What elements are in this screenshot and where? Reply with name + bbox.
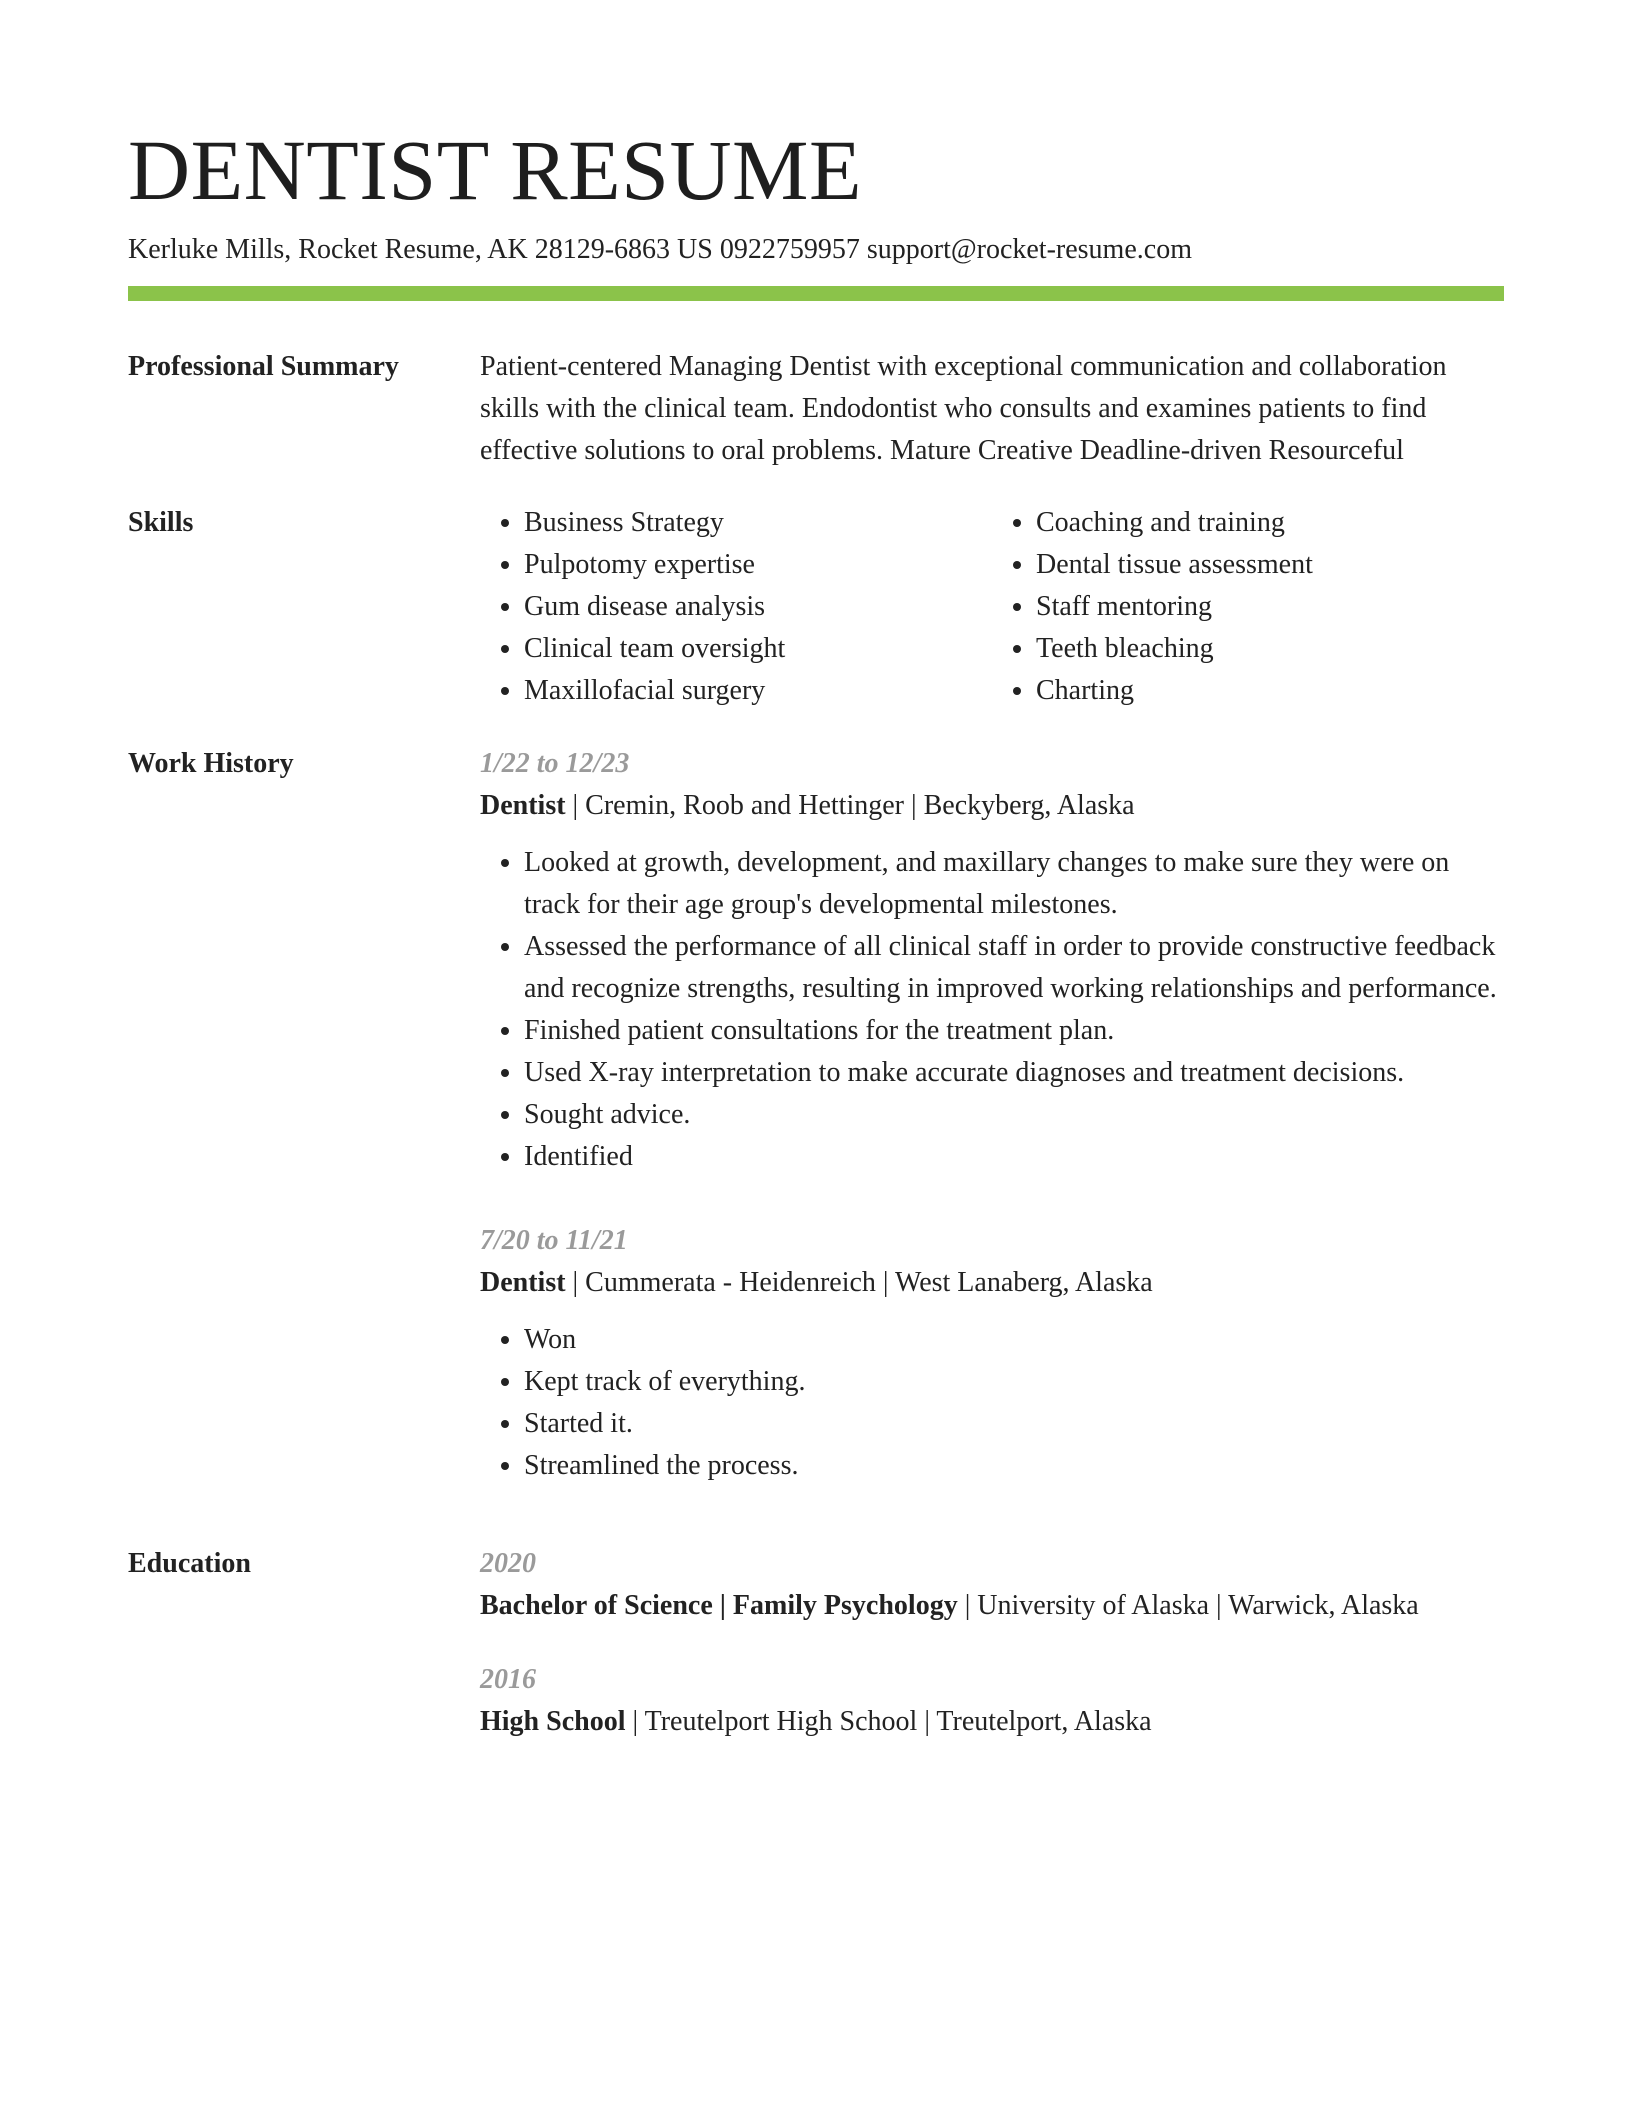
- job-bullet: • Kept track of everything.: [524, 1361, 1504, 1403]
- job-bullet: • Started it.: [524, 1403, 1504, 1445]
- education-details: | University of Alaska | Warwick, Alaska: [957, 1590, 1419, 1621]
- skill-item: • Business Strategy: [524, 502, 992, 544]
- job-heading: [480, 1262, 1504, 1304]
- education-year: 2016: [480, 1664, 536, 1695]
- job-bullet: • Won: [524, 1319, 1504, 1361]
- job-title: Dentist: [480, 1267, 566, 1298]
- summary-label: Professional Summary: [128, 351, 399, 382]
- skill-item: • Maxillofacial surgery: [524, 670, 992, 712]
- job-title: Dentist: [480, 790, 566, 821]
- education-degree: Bachelor of Science | Family Psychology: [480, 1590, 958, 1621]
- job-bullets: [480, 1319, 1504, 1487]
- job-bullet: • Used X-ray interpretation to make accurate diagnoses and treatment decisions.: [524, 1052, 1504, 1094]
- job-bullet: • Finished patient consultations for the treatment plan.: [524, 1010, 1504, 1052]
- skill-item: • Teeth bleaching: [1036, 628, 1504, 670]
- skill-item: • Clinical team oversight: [524, 628, 992, 670]
- skill-item: • Coaching and training: [1036, 502, 1504, 544]
- accent-divider: [128, 286, 1504, 301]
- education-label: Education: [128, 1548, 251, 1579]
- education-heading: [480, 1585, 1504, 1627]
- job-entry: [480, 1220, 1504, 1487]
- education-details: | Treutelport High School | Treutelport, Alaska: [625, 1706, 1152, 1737]
- job-bullet: • Streamlined the process.: [524, 1445, 1504, 1487]
- education-entry: [480, 1659, 1504, 1743]
- job-heading: [480, 785, 1504, 827]
- job-details: | Cummerata - Heidenreich | West Lanaberg, Alaska: [565, 1267, 1153, 1298]
- education-degree: High School: [480, 1706, 626, 1737]
- job-dates: 1/22 to 12/23: [480, 748, 630, 779]
- job-entry: [480, 743, 1504, 1178]
- job-bullet: • Sought advice.: [524, 1094, 1504, 1136]
- job-bullet: • Assessed the performance of all clinical staff in order to provide constructive feedback and recognize strengths, resulting in improved working relationships and performance.: [524, 926, 1504, 1010]
- job-dates: 7/20 to 11/21: [480, 1225, 628, 1256]
- education-heading: [480, 1701, 1504, 1743]
- job-details: | Cremin, Roob and Hettinger | Beckyberg, Alaska: [565, 790, 1135, 821]
- skill-item: • Staff mentoring: [1036, 586, 1504, 628]
- skill-item: • Pulpotomy expertise: [524, 544, 992, 586]
- job-bullet: • Identified: [524, 1136, 1504, 1178]
- skill-item: • Charting: [1036, 670, 1504, 712]
- education-entry: [480, 1543, 1504, 1627]
- job-bullet: • Looked at growth, development, and maxillary changes to make sure they were on track for their age group's developmental milestones.: [524, 842, 1504, 926]
- skills-list-right: [992, 502, 1504, 712]
- contact-line: Kerluke Mills, Rocket Resume, AK 28129-6863 US 0922759957 support@rocket-resume.com: [128, 234, 1192, 265]
- work-history-label: Work History: [128, 748, 294, 779]
- skill-item: • Gum disease analysis: [524, 586, 992, 628]
- skills-label: Skills: [128, 507, 194, 538]
- skills-list-left: [480, 502, 992, 712]
- summary-text: Patient-centered Managing Dentist with exceptional communication and collaboration skills with the clinical team. Endodontist who consults and examines patients to find effective solutions to oral problems. Mature Creative Deadline-driven Resourceful: [480, 351, 1447, 466]
- resume-title: DENTIST RESUME: [128, 122, 863, 218]
- education-year: 2020: [480, 1548, 536, 1579]
- skill-item: • Dental tissue assessment: [1036, 544, 1504, 586]
- job-bullets: [480, 842, 1504, 1178]
